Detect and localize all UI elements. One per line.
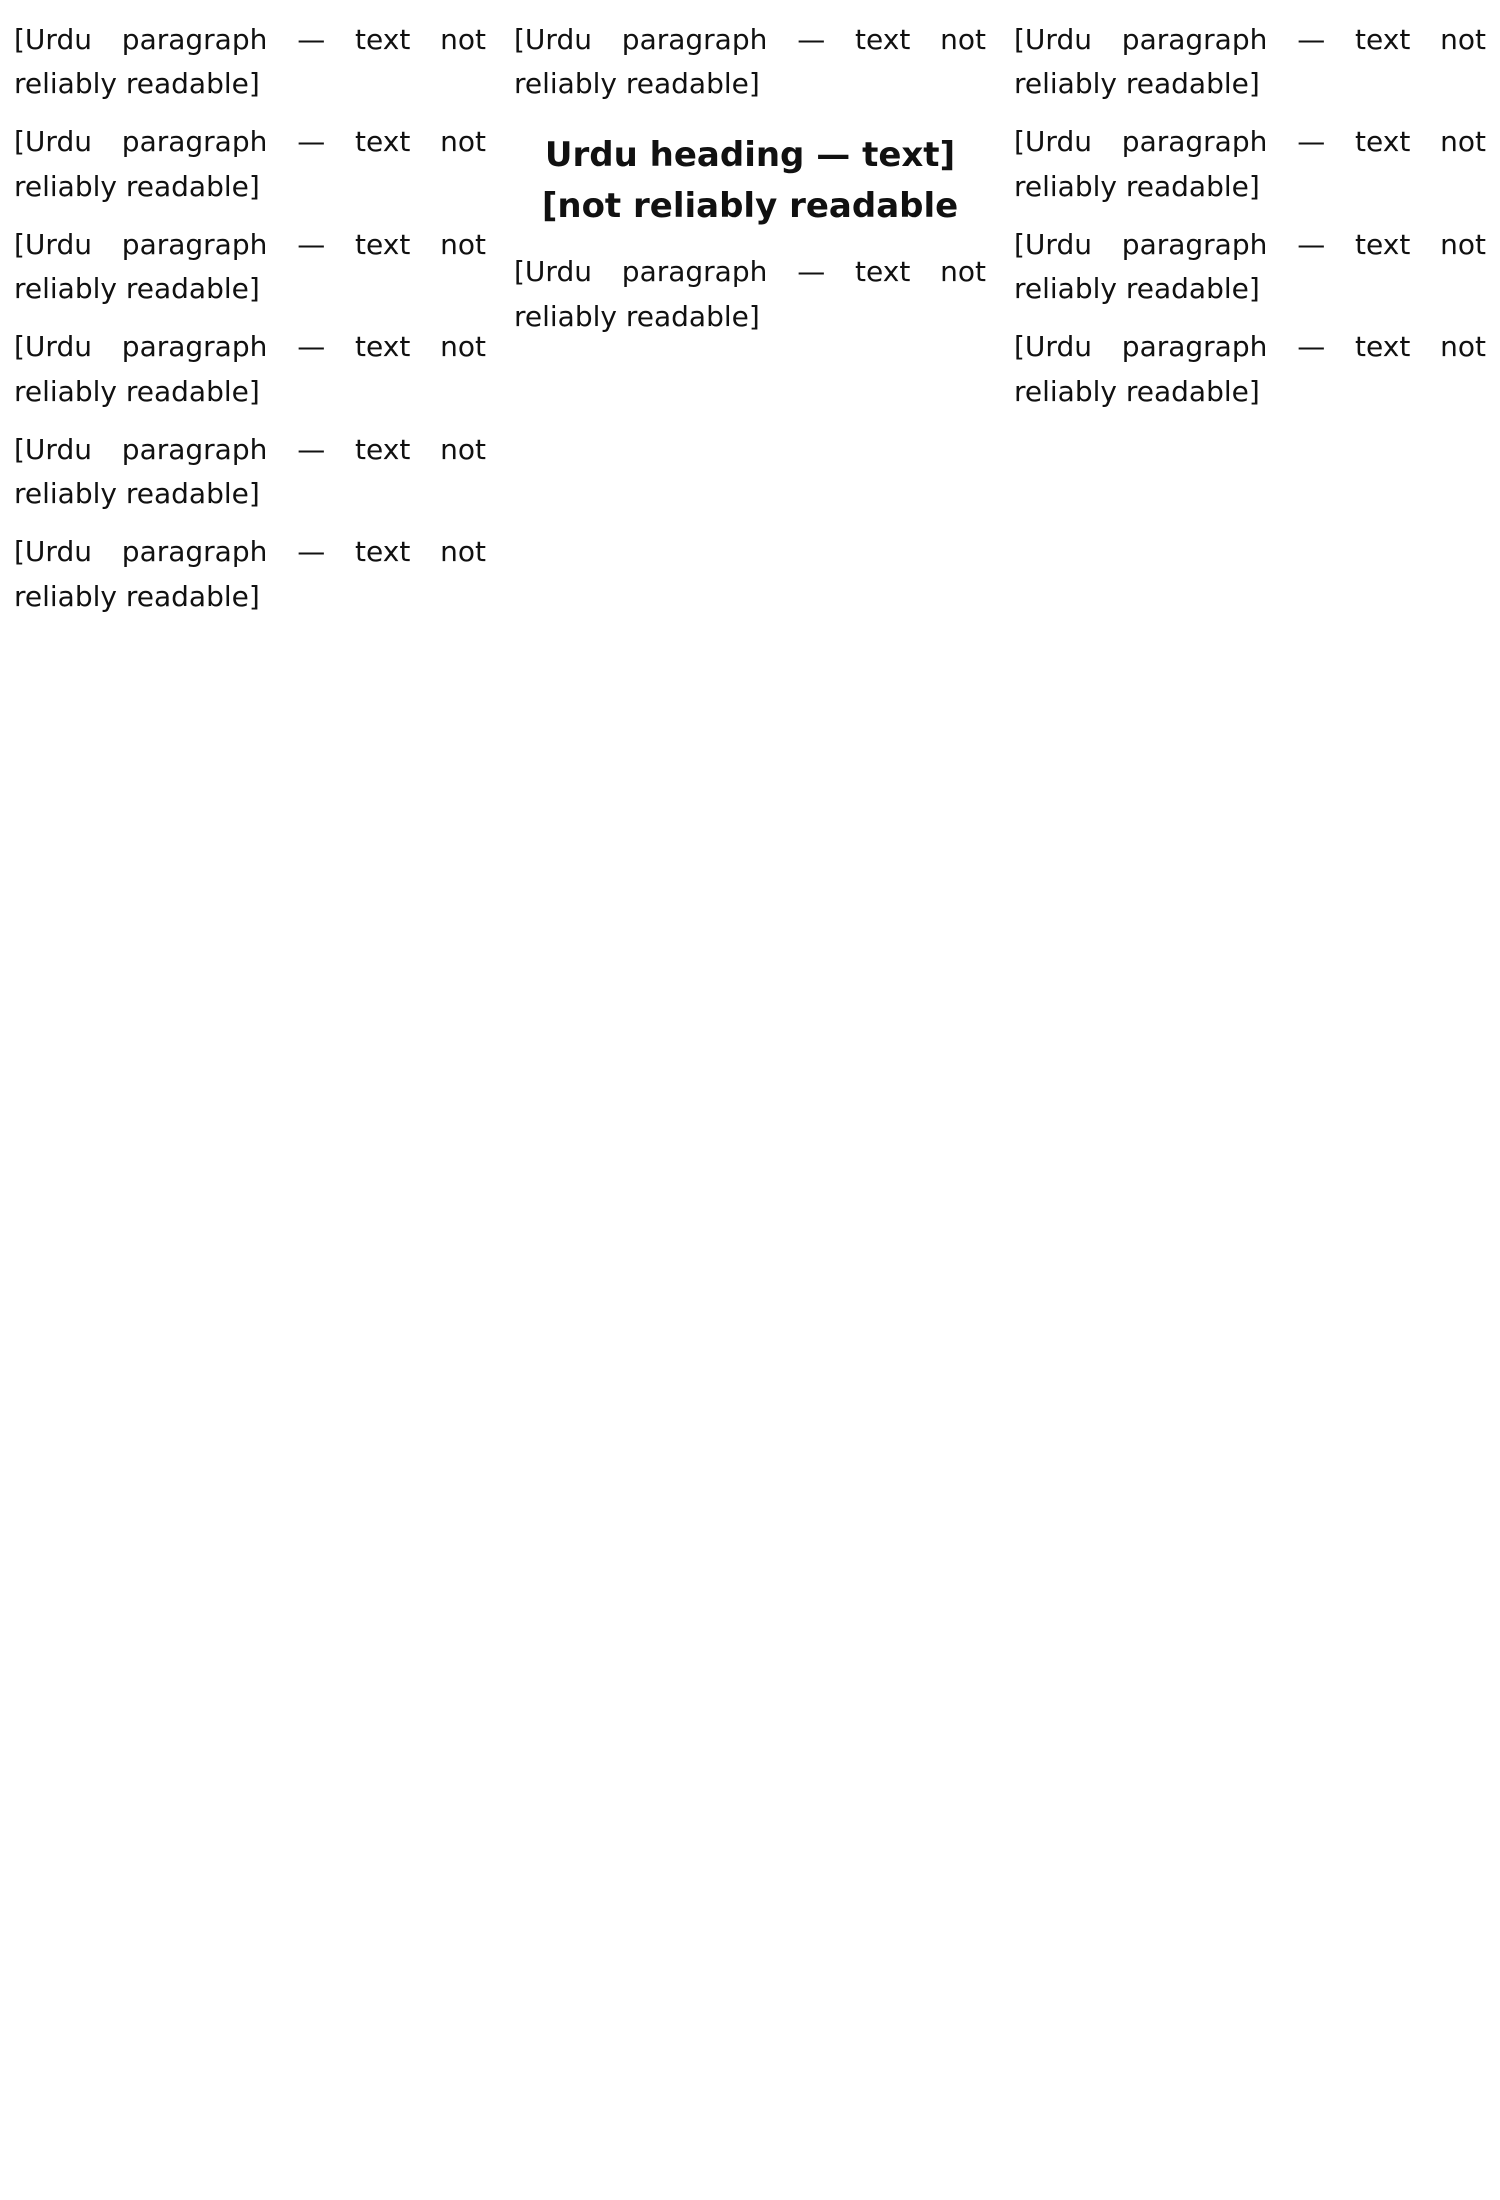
column-paragraph: [Urdu paragraph — text not reliably readable]	[14, 125, 486, 203]
resolutions-heading: [Urdu heading — text not reliably readable]	[541, 135, 959, 227]
column-paragraph: [Urdu paragraph — text not reliably readable]	[14, 330, 486, 408]
column-right	[1014, 18, 1486, 2182]
column-paragraph: [Urdu paragraph — text not reliably readable]	[14, 227, 486, 306]
column-left	[14, 18, 486, 2182]
column-paragraph: [Urdu paragraph — text not reliably readable]	[514, 23, 986, 101]
column-paragraph: [Urdu paragraph — text not reliably readable]	[1014, 330, 1486, 408]
column-paragraph: [Urdu paragraph — text not reliably readable]	[514, 255, 986, 333]
column-paragraph: [Urdu paragraph — text not reliably readable]	[14, 23, 486, 101]
column-paragraph: [Urdu paragraph — text not reliably readable]	[14, 535, 486, 613]
column-paragraph: [Urdu paragraph — text not reliably readable]	[14, 432, 486, 511]
column-paragraph: [Urdu paragraph — text not reliably readable]	[1014, 227, 1486, 306]
column-paragraph: [Urdu paragraph — text not reliably readable]	[1014, 23, 1486, 101]
column-middle	[514, 18, 986, 2182]
column-paragraph: [Urdu paragraph — text not reliably readable]	[1014, 125, 1486, 203]
newspaper-page	[14, 18, 1486, 2182]
